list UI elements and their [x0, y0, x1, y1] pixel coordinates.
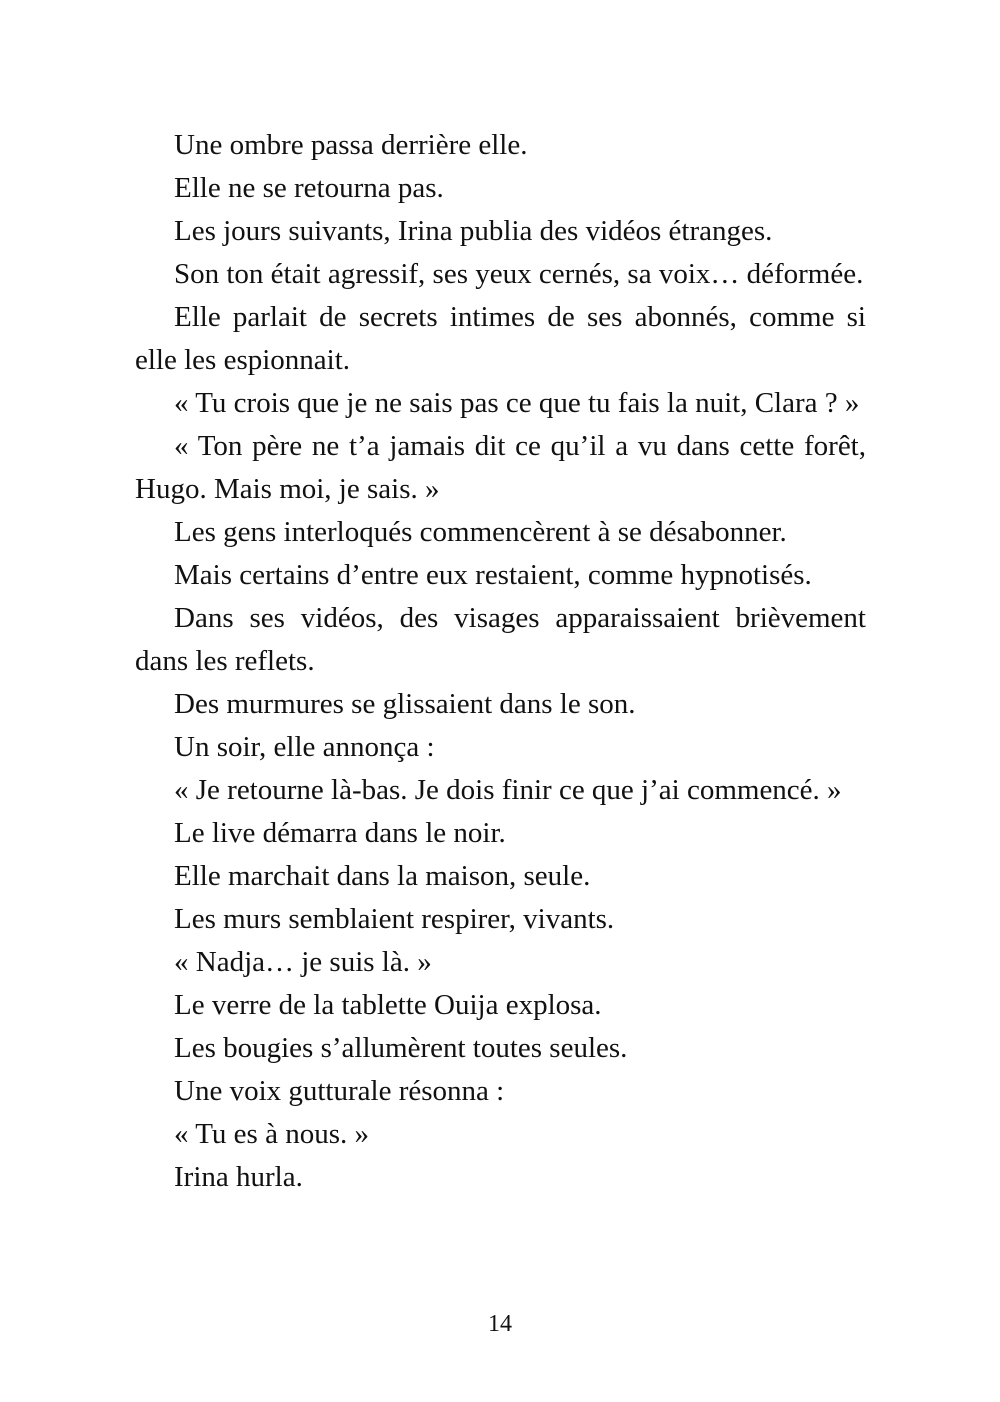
paragraph: Une voix gutturale résonna :: [174, 1075, 505, 1107]
paragraph: Une ombre passa derrière elle.: [174, 129, 528, 161]
paragraph: « Je retourne là-bas. Je dois finir ce que j’ai commencé. »: [174, 774, 842, 806]
paragraph: « Nadja… je suis là. »: [174, 946, 432, 978]
paragraph: Son ton était agressif, ses yeux cernés, sa voix… déformée.: [174, 258, 864, 290]
paragraph: Les jours suivants, Irina publia des vidéos étranges.: [174, 215, 773, 247]
paragraph: Le live démarra dans le noir.: [174, 817, 506, 849]
page-number: 14: [488, 1311, 512, 1337]
paragraph: « Tu crois que je ne sais pas ce que tu fais la nuit, Clara ? »: [174, 387, 860, 419]
paragraph: Les bougies s’allumèrent toutes seules.: [174, 1032, 628, 1064]
paragraph: Le verre de la tablette Ouija explosa.: [174, 989, 602, 1021]
paragraph: Irina hurla.: [174, 1161, 303, 1193]
paragraph: Les gens interloqués commencèrent à se désabonner.: [174, 516, 787, 548]
paragraph: « Tu es à nous. »: [174, 1118, 369, 1150]
paragraph: Les murs semblaient respirer, vivants.: [174, 903, 615, 935]
paragraph: Un soir, elle annonça :: [174, 731, 435, 763]
paragraph: Elle marchait dans la maison, seule.: [174, 860, 591, 892]
paragraph: Mais certains d’entre eux restaient, comme hypnotisés.: [174, 559, 812, 591]
paragraph: Dans ses vidéos, des visages apparaissaient brièvement dans les reflets.: [135, 602, 866, 677]
paragraph: Elle parlait de secrets intimes de ses abonnés, comme si elle les espionnait.: [135, 301, 866, 376]
paragraph: Elle ne se retourna pas.: [174, 172, 444, 204]
paragraph: Des murmures se glissaient dans le son.: [174, 688, 636, 720]
body-text: [135, 124, 866, 1199]
paragraph: « Ton père ne t’a jamais dit ce qu’il a vu dans cette forêt, Hugo. Mais moi, je sais. »: [135, 430, 866, 505]
